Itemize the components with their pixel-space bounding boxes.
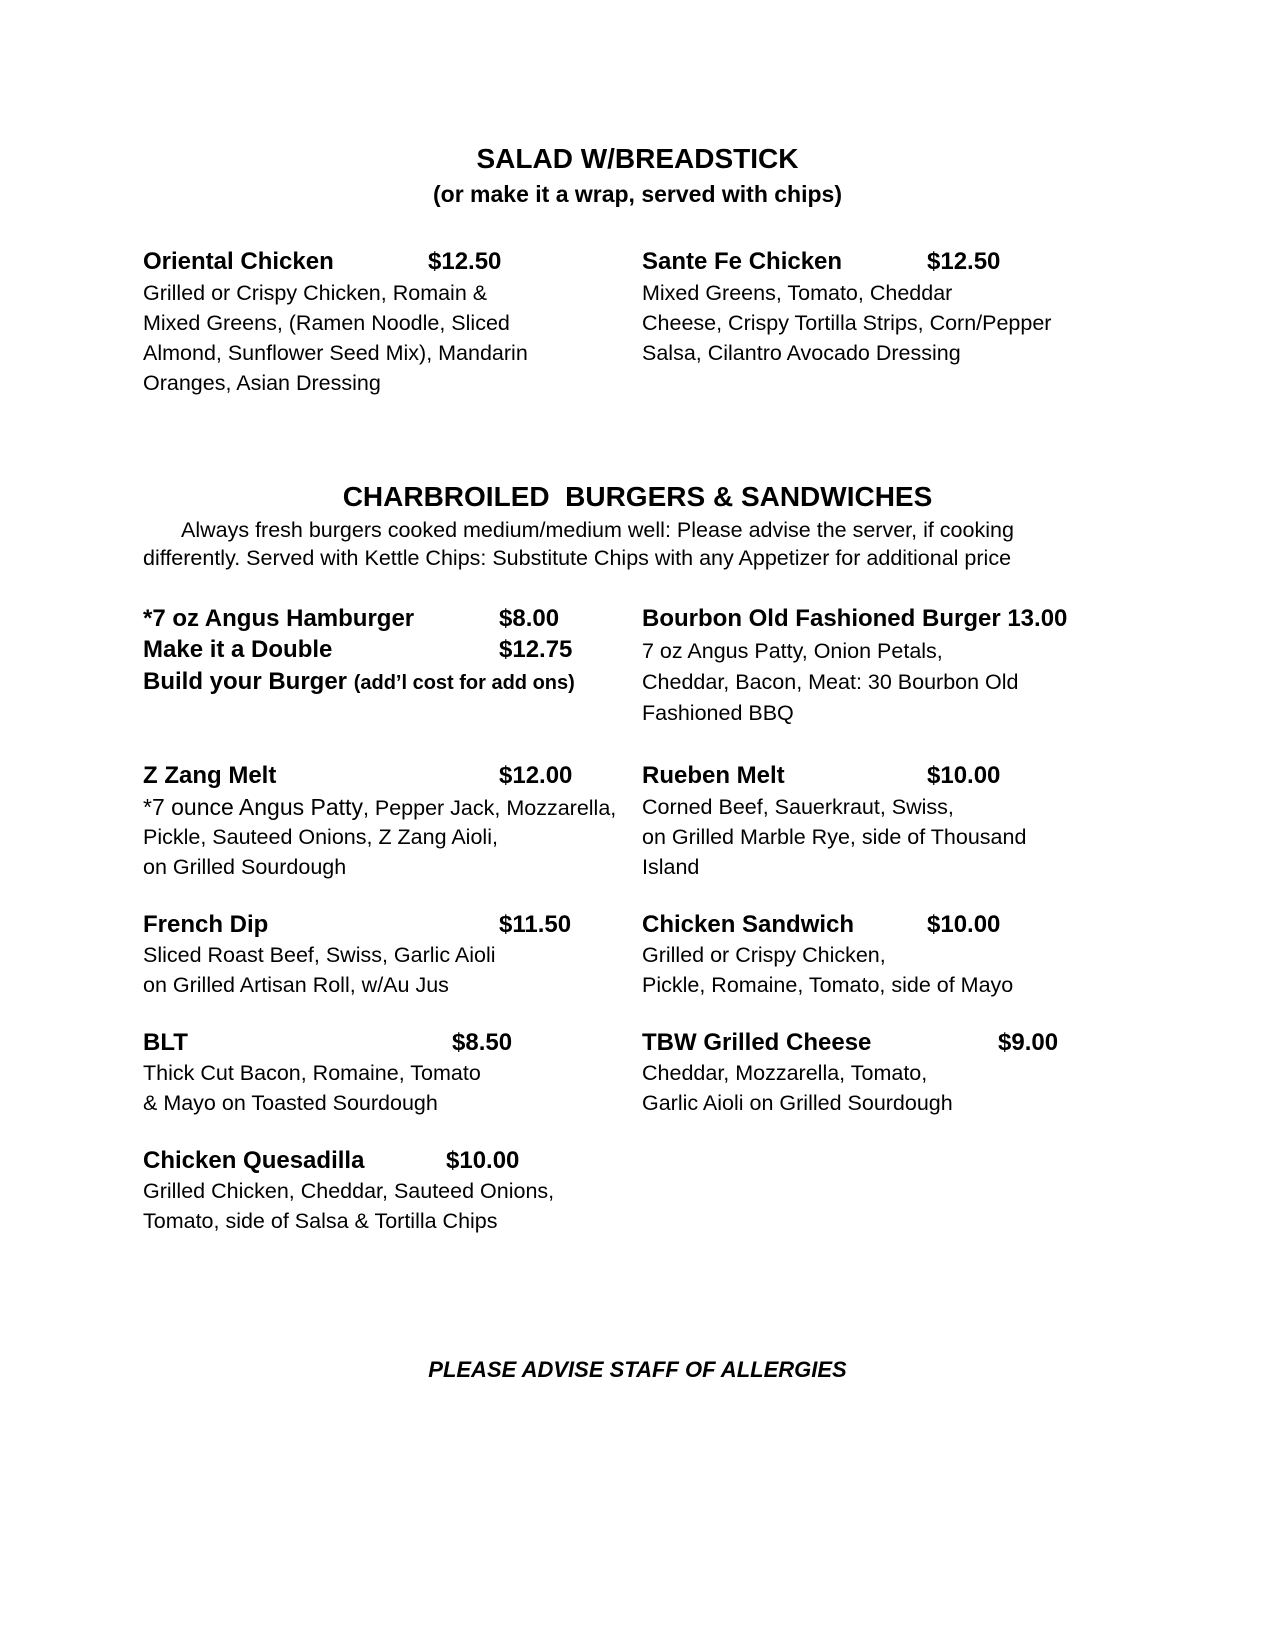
grilled-cheese-name: TBW Grilled Cheese	[642, 1029, 872, 1056]
blt-name: BLT	[143, 1029, 188, 1056]
z-zang-melt-price: $12.00	[499, 762, 573, 789]
blt-description: Thick Cut Bacon, Romaine, Tomato & Mayo on Toasted Sourdough	[143, 1061, 481, 1115]
angus-hamburger-price: $8.00	[499, 605, 560, 632]
rueben-melt-description: Corned Beef, Sauerkraut, Swiss, on Grilled Marble Rye, side of Thousand Island	[642, 795, 1027, 879]
burgers-section-title: CHARBROILED BURGERS & SANDWICHES	[342, 481, 933, 512]
burgers-intro-line-1: Always fresh burgers cooked medium/medium well: Please advise the server, if cooking	[181, 518, 1014, 542]
grilled-cheese-price: $9.00	[998, 1029, 1059, 1056]
grilled-cheese-description: Cheddar, Mozzarella, Tomato, Garlic Aioli on Grilled Sourdough	[642, 1061, 953, 1115]
angus-hamburger-name: *7 oz Angus Hamburger	[143, 605, 415, 632]
salad-section-title: SALAD W/BREADSTICK	[476, 143, 799, 174]
french-dip-description: Sliced Roast Beef, Swiss, Garlic Aioli on Grilled Artisan Roll, w/Au Jus	[143, 943, 496, 997]
chicken-sandwich-price: $10.00	[927, 911, 1001, 938]
blt-price: $8.50	[452, 1029, 513, 1056]
chicken-sandwich-description: Grilled or Crispy Chicken, Pickle, Romaine, Tomato, side of Mayo	[642, 943, 1014, 997]
build-your-burger: Build your Burger (add’l cost for add ons)	[143, 668, 575, 695]
sante-fe-chicken-description: Mixed Greens, Tomato, Cheddar Cheese, Crispy Tortilla Strips, Corn/Pepper Salsa, Cilantro Avocado Dressing	[642, 281, 1052, 365]
french-dip-price: $11.50	[499, 911, 572, 938]
bourbon-burger-description: 7 oz Angus Patty, Onion Petals, Cheddar, Bacon, Meat: 30 Bourbon Old Fashioned BBQ	[642, 639, 1019, 725]
sante-fe-chicken-price: $12.50	[927, 248, 1001, 275]
oriental-chicken-price: $12.50	[428, 248, 502, 275]
oriental-chicken-description: Grilled or Crispy Chicken, Romain & Mixed Greens, (Ramen Noodle, Sliced Almond, Sunflower Seed Mix), Mandarin Oranges, Asian Dressing	[143, 281, 528, 395]
french-dip-name: French Dip	[143, 911, 269, 938]
rueben-melt-name: Rueben Melt	[642, 762, 785, 789]
z-zang-melt-description: *7 ounce Angus Patty, Pepper Jack, Mozzarella, Pickle, Sauteed Onions, Z Zang Aioli, on Grilled Sourdough	[143, 794, 617, 879]
sante-fe-chicken-name: Sante Fe Chicken	[642, 248, 843, 275]
chicken-quesadilla-description: Grilled Chicken, Cheddar, Sauteed Onions, Tomato, side of Salsa & Tortilla Chips	[143, 1179, 555, 1233]
build-your-burger-note: (add’l cost for add ons)	[353, 672, 575, 694]
z-zang-melt-name: Z Zang Melt	[143, 762, 277, 789]
make-it-double-price: $12.75	[499, 636, 573, 663]
chicken-quesadilla-price: $10.00	[446, 1147, 520, 1174]
burgers-intro-line-2: differently. Served with Kettle Chips: Substitute Chips with any Appetizer for additional price	[143, 546, 1012, 570]
chicken-sandwich-name: Chicken Sandwich	[642, 911, 855, 938]
rueben-melt-price: $10.00	[927, 762, 1001, 789]
make-it-double-name: Make it a Double	[143, 636, 333, 663]
salad-section-subtitle: (or make it a wrap, served with chips)	[432, 181, 842, 207]
bourbon-burger-name: Bourbon Old Fashioned Burger 13.00	[642, 605, 1068, 632]
chicken-quesadilla-name: Chicken Quesadilla	[143, 1147, 365, 1174]
allergy-notice: PLEASE ADVISE STAFF OF ALLERGIES	[428, 1357, 847, 1382]
oriental-chicken-name: Oriental Chicken	[143, 248, 334, 275]
